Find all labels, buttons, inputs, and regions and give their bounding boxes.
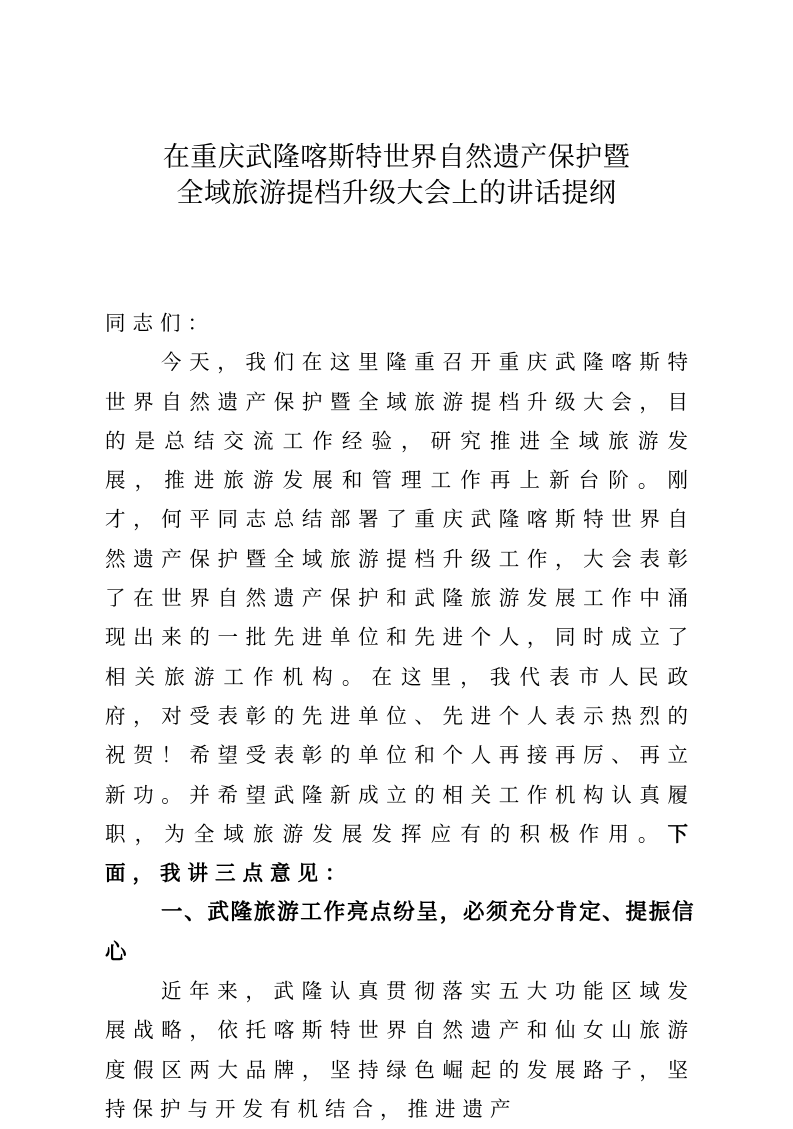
document-title-line-1: 在重庆武隆喀斯特世界自然遗产保护暨 [162, 142, 631, 173]
section-heading-1: 一、武隆旅游工作亮点纷呈，必须充分肯定、提振信心 [105, 900, 695, 965]
paragraph-intro [105, 343, 695, 893]
salutation: 同志们： [105, 311, 215, 335]
document-body [105, 304, 695, 1129]
paragraph-section-1: 近年来，武隆认真贯彻落实五大功能区域发展战略，依托喀斯特世界自然遗产和仙女山旅游度假区两大品牌，坚持绿色崛起的发展路子，坚持保护与开发有机结合，推进遗产 [105, 979, 695, 1121]
paragraph-intro-bold-tail: 下面，我讲三点意见： [105, 821, 695, 886]
document-title-line-2: 全域旅游提档升级大会上的讲话提纲 [176, 178, 617, 209]
paragraph-intro-text: 今天，我们在这里隆重召开重庆武隆喀斯特世界自然遗产保护暨全域旅游提档升级大会，目的是总结交流工作经验，研究推进全域旅游发展，推进旅游发展和管理工作再上新台阶。刚才，何平同志总结部署了重庆武隆喀斯特世界自然遗产保护暨全域旅游提档升级工作，大会表彰了在世界自然遗产保护和武隆旅游发展工作中涌现出来的一批先进单位和先进个人，同时成立了相关旅游工作机构。在这里，我代表市人民政府，对受表彰的先进单位、先进个人表示热烈的祝贺！希望受表彰的单位和个人再接再厉、再立新功。并希望武隆新成立的相关工作机构认真履职，为全域旅游发展发挥应有的积极作用。 [105, 350, 695, 846]
